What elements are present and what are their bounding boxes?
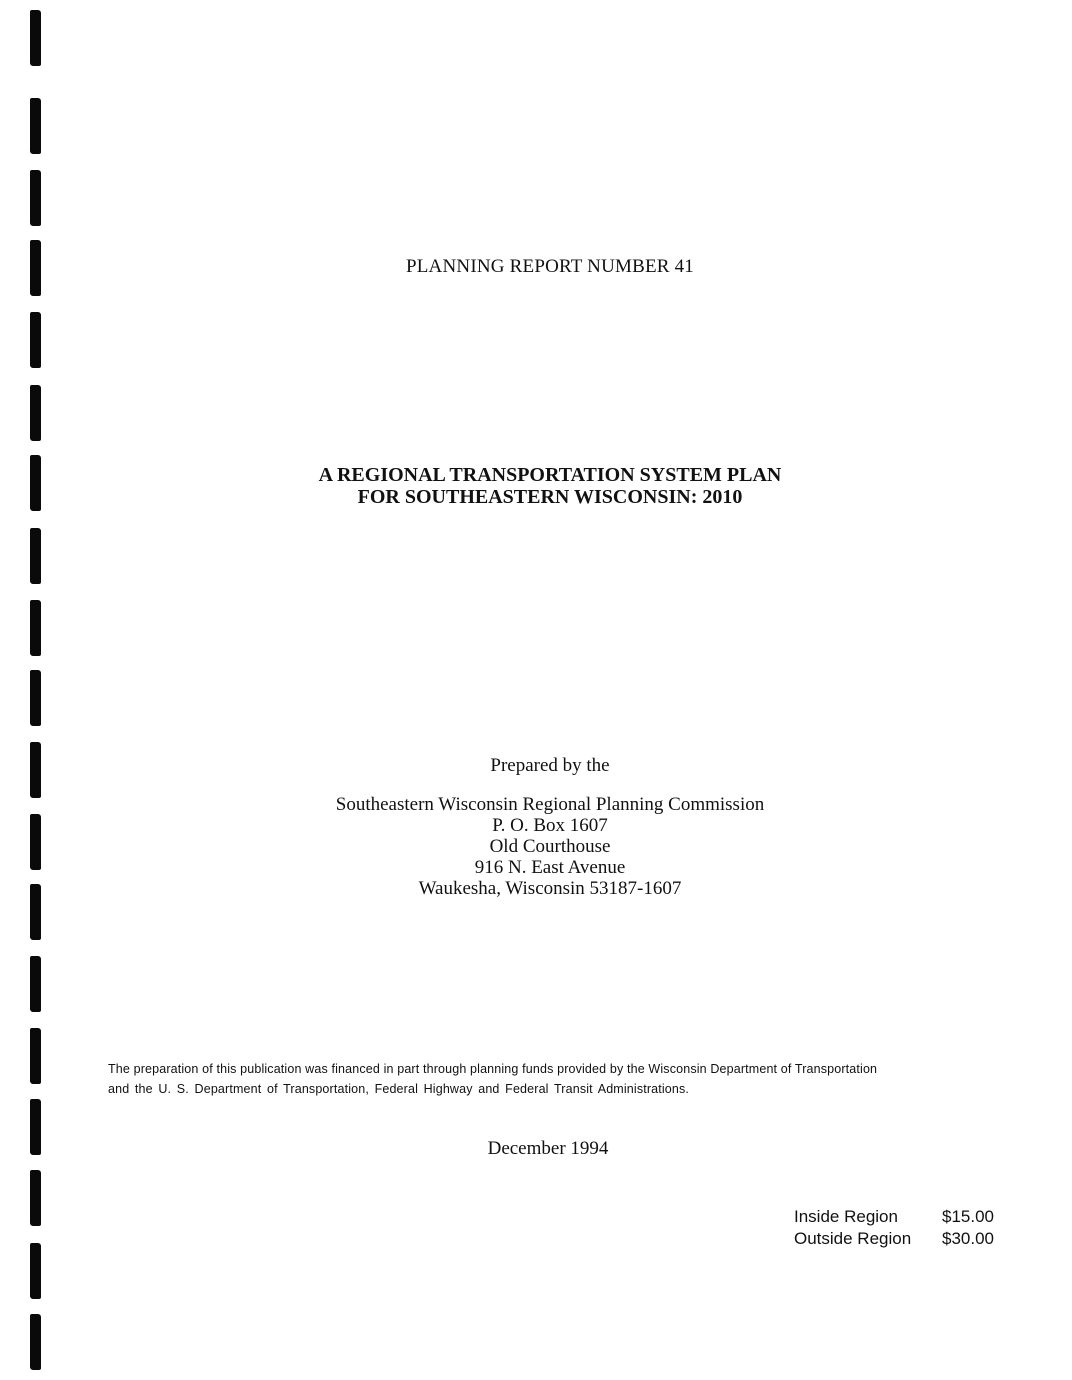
binding-hole bbox=[30, 10, 41, 66]
binding-hole bbox=[30, 1314, 41, 1370]
price-amount: $30.00 bbox=[942, 1229, 994, 1248]
binding-hole bbox=[30, 528, 41, 584]
report-title bbox=[0, 464, 1072, 508]
publication-date: December 1994 bbox=[487, 1138, 609, 1159]
binding-hole bbox=[30, 670, 41, 726]
publisher-address bbox=[0, 794, 1072, 899]
publisher-street: 916 N. East Avenue bbox=[474, 857, 626, 878]
price-list bbox=[794, 1206, 994, 1250]
binding-hole bbox=[30, 600, 41, 656]
binding-hole bbox=[30, 1028, 41, 1084]
price-label: Outside Region bbox=[794, 1229, 912, 1248]
report-title-line-1: A REGIONAL TRANSPORTATION SYSTEM PLAN bbox=[318, 464, 782, 486]
spiral-binding bbox=[14, 0, 54, 1380]
price-row bbox=[794, 1228, 994, 1250]
report-number: PLANNING REPORT NUMBER 41 bbox=[405, 256, 694, 277]
price-label: Inside Region bbox=[794, 1207, 898, 1226]
publisher-name: Southeastern Wisconsin Regional Planning Commission bbox=[335, 794, 765, 815]
binding-hole bbox=[30, 385, 41, 441]
binding-hole bbox=[30, 312, 41, 368]
publisher-po-box: P. O. Box 1607 bbox=[492, 815, 608, 836]
funding-note bbox=[108, 1059, 1008, 1099]
funding-note-line-1: The preparation of this publication was financed in part through planning funds provided by the Wisconsin Department of Transportation bbox=[108, 1062, 878, 1076]
binding-hole bbox=[30, 98, 41, 154]
publisher-city: Waukesha, Wisconsin 53187-1607 bbox=[418, 878, 682, 899]
price-row bbox=[794, 1206, 994, 1228]
publisher-building: Old Courthouse bbox=[489, 836, 611, 857]
binding-hole bbox=[30, 1243, 41, 1299]
prepared-by-label: Prepared by the bbox=[490, 755, 610, 776]
binding-hole bbox=[30, 170, 41, 226]
binding-hole bbox=[30, 956, 41, 1012]
report-title-line-2: FOR SOUTHEASTERN WISCONSIN: 2010 bbox=[357, 486, 743, 508]
funding-note-line-2: and the U. S. Department of Transportation, Federal Highway and Federal Transit Administrations. bbox=[108, 1082, 690, 1096]
price-amount: $15.00 bbox=[942, 1207, 994, 1226]
binding-hole bbox=[30, 1170, 41, 1226]
